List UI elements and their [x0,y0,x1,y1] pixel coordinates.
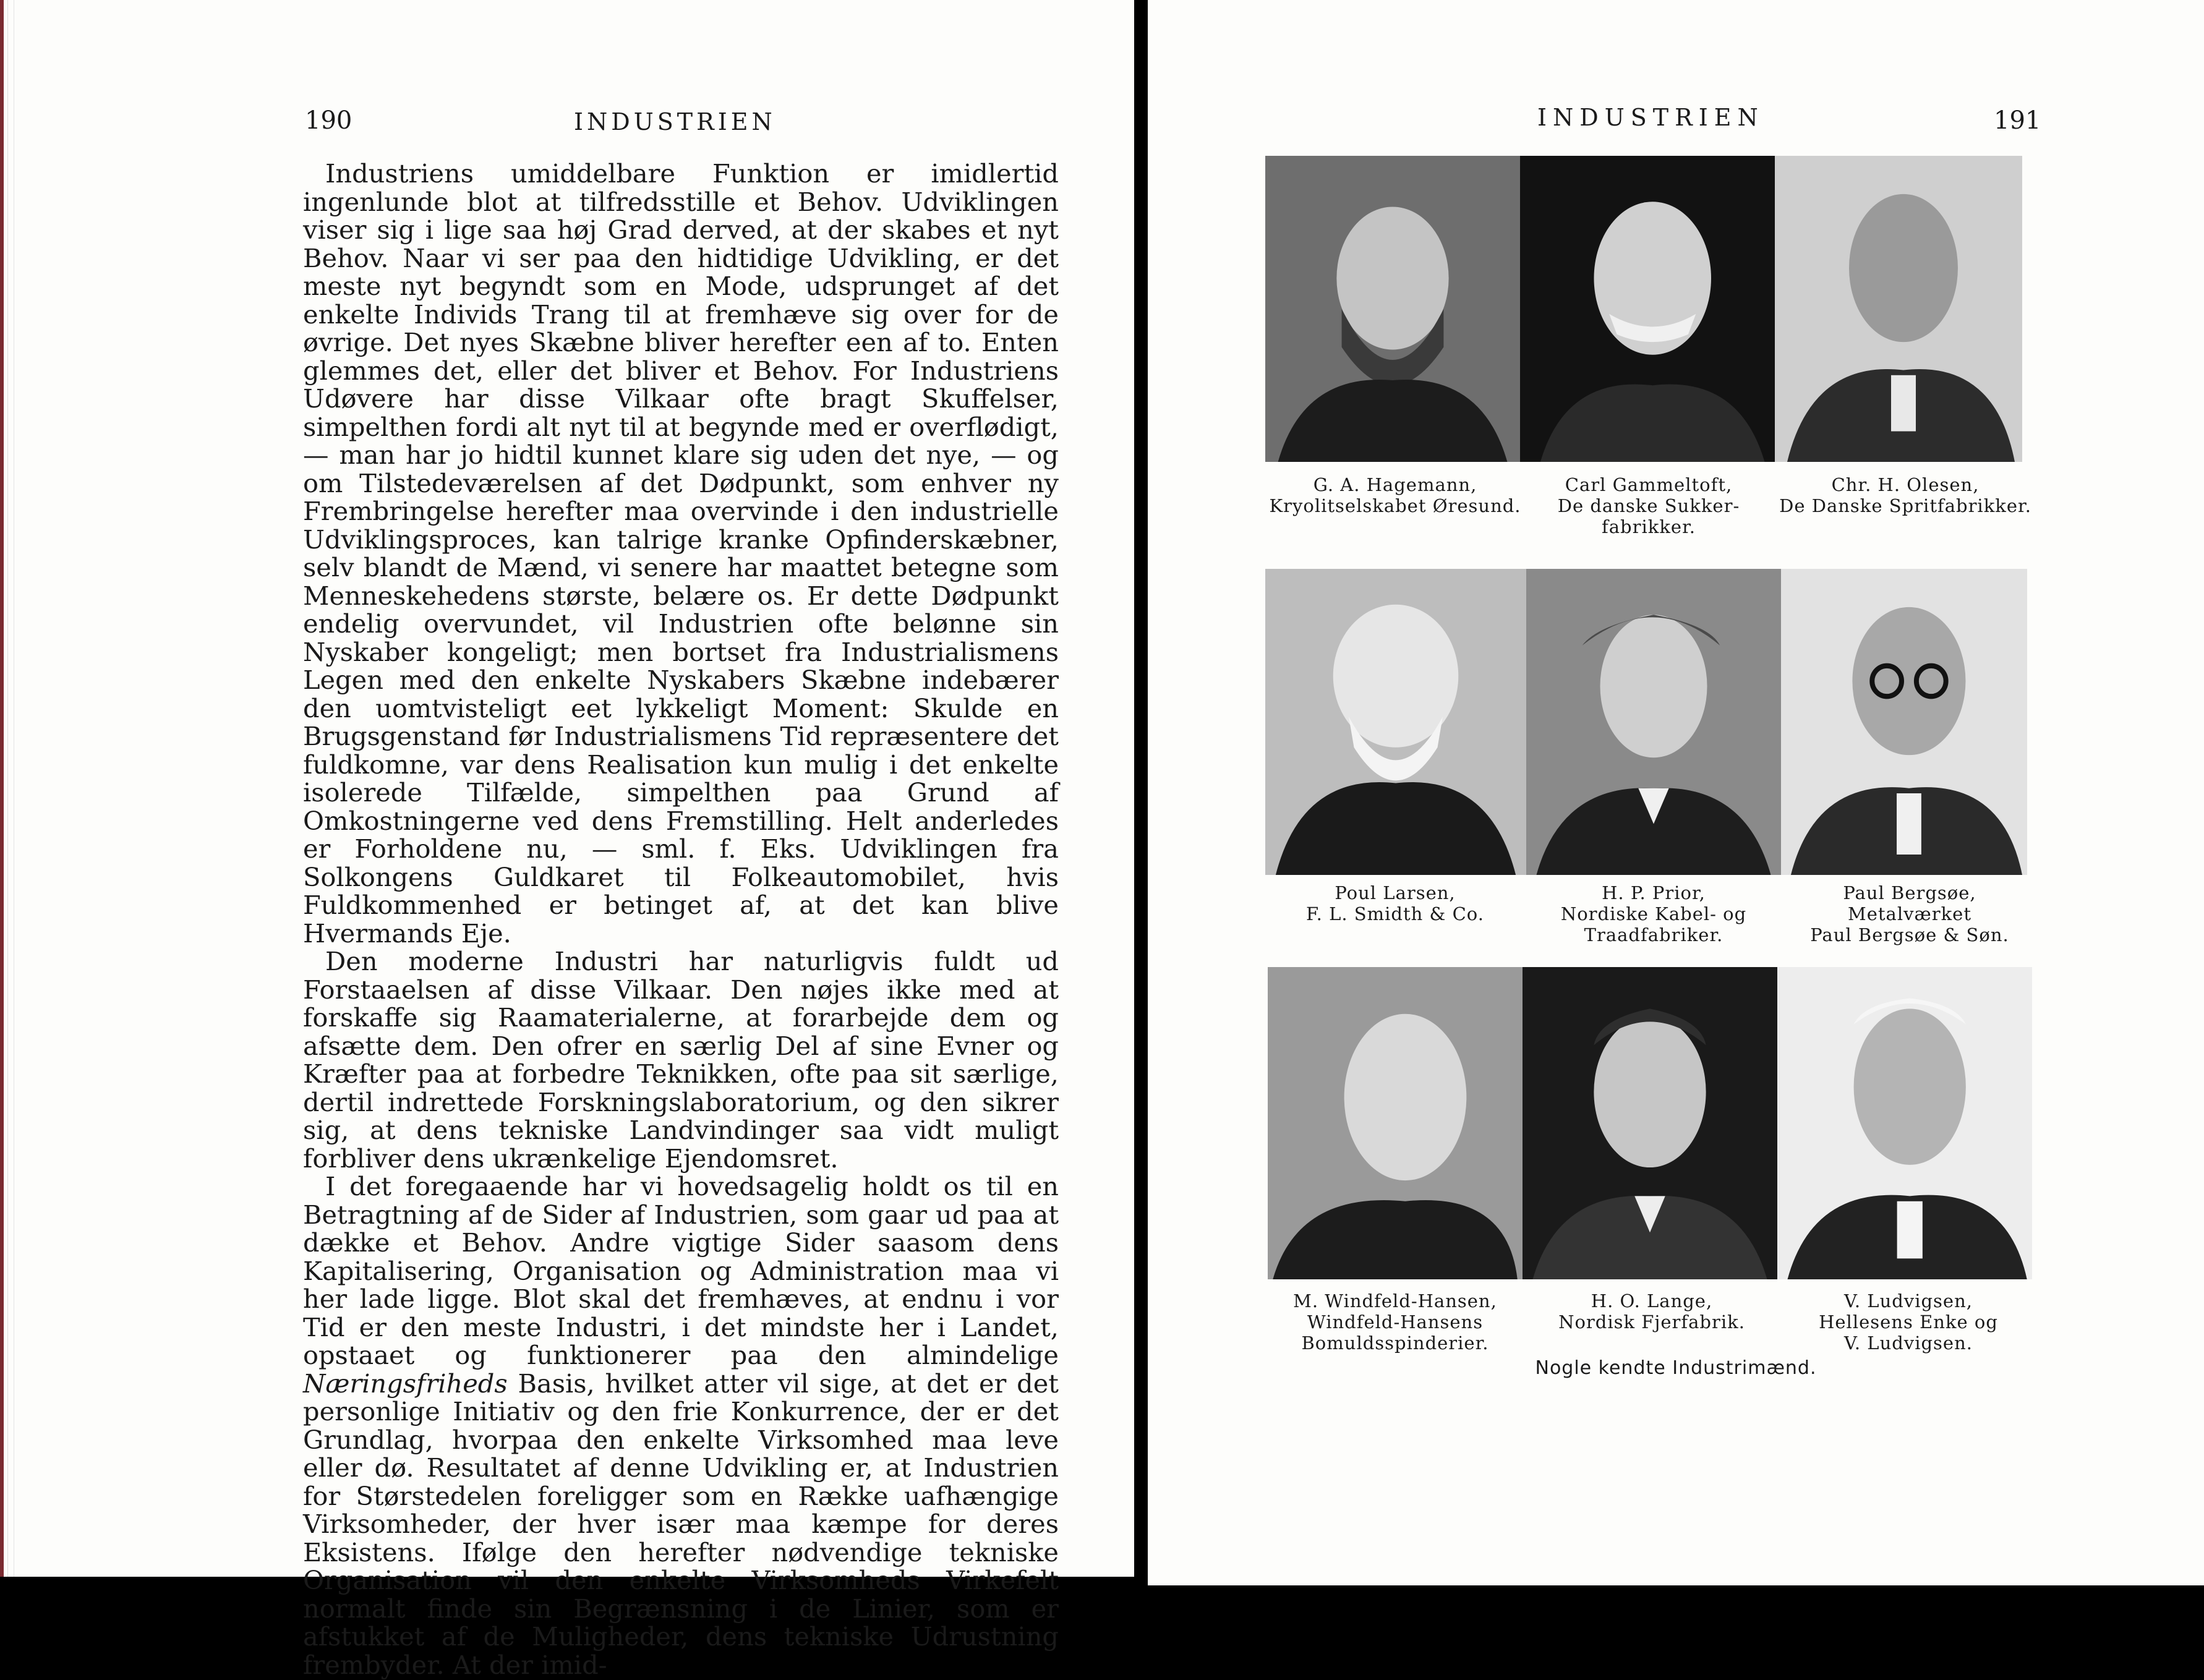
portrait-photo [1777,967,2032,1279]
caption-line: Paul Bergsøe & Søn. [1810,924,2009,945]
portrait-photo [1268,967,1523,1279]
portrait-photo [1265,156,1520,462]
portrait-row [1265,564,2143,972]
paragraph-3-emphasis: Næringsfriheds [303,1368,508,1399]
caption-line: Carl Gammeltoft, [1565,474,1733,495]
portrait-caption [1519,474,1779,537]
portrait-photo [1775,156,2022,462]
page-edges-decoration [0,0,43,1577]
caption-line: Nordiske Kabel- og [1560,903,1747,924]
caption-line: V. Ludvigsen, [1844,1290,1973,1311]
caption-line: Traadfabriker. [1584,924,1723,945]
portrait-caption [1265,882,1525,924]
caption-line: Windfeld-Hansens [1307,1311,1484,1332]
portrait-caption [1780,882,2040,945]
page-number-left: 190 [305,106,352,135]
body-text [303,160,1059,1679]
caption-line: De danske Sukker- [1557,495,1740,516]
portrait-grid [1265,156,2143,1380]
caption-line: De Danske Spritfabrikker. [1779,495,2031,516]
caption-line: G. A. Hagemann, [1313,474,1477,495]
portrait-caption [1779,1290,2038,1354]
caption-line: H. P. Prior, [1602,882,1706,903]
portrait-photo [1523,967,1777,1279]
portrait-row [1265,156,2143,564]
caption-line: V. Ludvigsen. [1844,1332,1973,1354]
portrait-caption [1524,882,1783,945]
right-page [1148,0,2204,1585]
page-number-right: 191 [1994,106,2041,135]
caption-line: Hellesens Enke og [1819,1311,1998,1332]
caption-line: Poul Larsen, [1335,882,1456,903]
caption-line: H. O. Lange, [1591,1290,1713,1311]
running-head-right: INDUSTRIEN [1537,104,1764,131]
caption-line: Metalværket [1848,903,1971,924]
paragraph-2: Den moderne Industri har naturligvis fuldt ud Forstaaelsen af disse Vilkaar. Den nøjes ikke med at forskaffe sig Raamaterialerne, at forarbejde dem og afsætte dem. Den ofrer en særlig Del af sine Evner og Kræfter paa at forbedre Teknikken, ofte paa sit særlige, dertil indrettede Forskningslaboratorium, og den sikrer sig, at dens tekniske Landvindinger saa vidt muligt forbliver dens ukrænkelige Ejendomsret. [303,946,1059,1174]
running-head-left: INDUSTRIEN [574,108,776,135]
caption-line: fabrikker. [1602,516,1696,537]
figure-caption: Nogle kendte Industrimænd. [1535,1357,1817,1379]
caption-line: Nordisk Fjerfabrik. [1558,1311,1745,1332]
caption-line: Kryolitselskabet Øresund. [1269,495,1521,516]
portrait-photo [1526,569,1781,875]
portrait-caption [1522,1290,1782,1332]
portrait-photo [1781,569,2027,875]
portrait-caption [1775,474,2035,516]
portrait-row [1265,972,2143,1380]
caption-line: Paul Bergsøe, [1843,882,1976,903]
portrait-photo [1265,569,1526,875]
caption-line: M. Windfeld-Hansen, [1293,1290,1497,1311]
portrait-caption [1265,1290,1525,1354]
caption-line: F. L. Smidth & Co. [1306,903,1484,924]
caption-line: Bomuldsspinderier. [1301,1332,1489,1354]
paragraph-3-text-b: Basis, hvilket atter vil sige, at det er det personlige Initiativ og den frie Konkurrence, der er det Grundlag, hvorpaa den enkelte Virksomhed maa leve eller dø. Resultatet af denne Udvikling er, at Industrien for Størstedelen foreligger som en Række uafhængige Virksomheder, der hver især maa kæmpe for deres Eksistens. Ifølge den herefter nødvendige tekniske Organisation vil den enkelte Virksomheds Virkefelt normalt finde sin Begrænsning i de Linier, som er afstukket af de Muligheder, dens tekniske Udrustning frembyder. At der imid- [303,1368,1059,1680]
paragraph-3-text-a: I det foregaaende har vi hovedsagelig holdt os til en Betragtning af de Sider af Industrien, som gaar ud paa at dække et Behov. Andre vigtige Sider saasom dens Kapitalisering, Organisation og Administration maa vi her lade ligge. Blot skal det fremhæves, at endnu i vor Tid er den meste Industri, i det mindste her i Landet, opstaaet og funktionerer paa den almindelige [303,1171,1059,1370]
paragraph-3 [303,1172,1059,1679]
portrait-photo [1520,156,1775,462]
portrait-caption [1265,474,1525,516]
caption-line: Chr. H. Olesen, [1831,474,1980,495]
paragraph-1: Industriens umiddelbare Funktion er imidlertid ingenlunde blot at tilfredsstille et Behov. Udviklingen viser sig i lige saa høj Grad derved, at der skabes et nyt Behov. Naar vi ser paa den hidtidige Udvikling, er det meste nyt begyndt som en Mode, udsprunget af det enkelte Individs Trang til at fremhæve sig over for de øvrige. Det nyes Skæbne bliver herefter een af to. Enten glemmes det, eller det bliver et Behov. For Industriens Udøvere har disse Vilkaar ofte bragt Skuffelser, simpelthen fordi alt nyt til at begynde med er overflødigt, — man har jo hidtil kunnet klare sig uden det nye, — og om Tilstedeværelsen af det Dødpunkt, som enhver ny Frembringelse herefter maa overvinde i den industrielle Udviklingsproces, kan talrige kranke Opfinderskæbner, selv blandt de Mænd, vi senere har maattet betegne som Menneskehedens største, belære os. Er dette Dødpunkt endelig overvundet, vil Industrien ofte belønne sin Nyskaber kongeligt; men bortset fra Industrialismens Legen med den enkelte Nyskabers Skæbne indebærer den uomtvisteligt eet lykkeligt Moment: Skulde en Brugsgenstand før Industrialismens Tid repræsentere det fuldkomne, var dens Realisation kun mulig i det enkelte isolerede Tilfælde, simpelthen paa Grund af Omkostningerne ved dens Fremstilling. Helt anderledes er Forholdene nu, — sml. f. Eks. Udviklingen fra Solkongens Guldkaret til Folkeautomobilet, hvis Fuldkommenhed er betinget af, at det kan blive Hvermands Eje. [303,158,1059,949]
